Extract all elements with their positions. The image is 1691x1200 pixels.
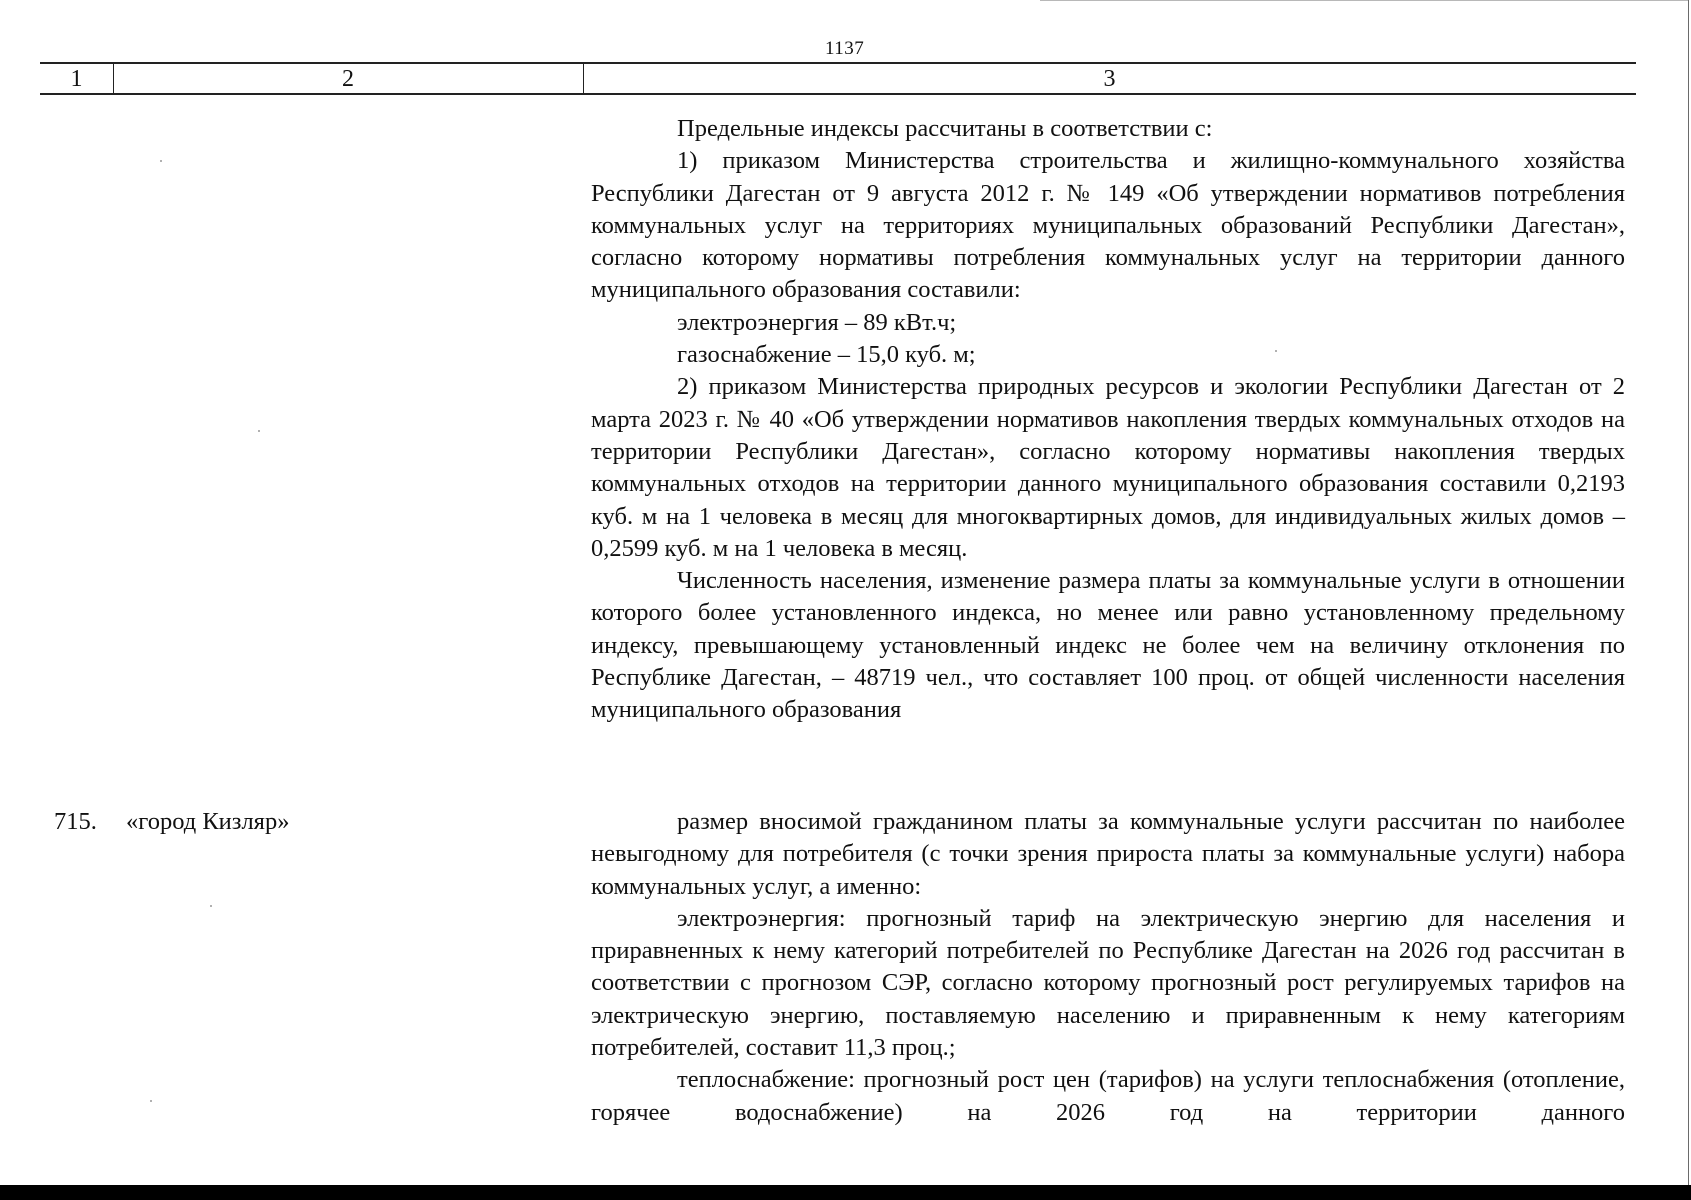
column-header-2: 2 — [113, 64, 584, 93]
scan-speck — [258, 430, 260, 432]
scan-top-rule — [1040, 0, 1688, 1]
column-header-row — [40, 62, 1636, 95]
paragraph: 2) приказом Министерства природных ресурсов и экологии Республики Дагестан от 2 марта 2023 г. № 40 «Об утверждении нормативов накопления твердых коммунальных отходов на территории Республики Дагестан», согласно которому нормативы накопления твердых коммунальных отходов на территории данного муниципального образования составили 0,2193 куб. м на 1 человека в месяц для многоквартирных домов, для индивидуальных жилых домов – 0,2599 куб. м на 1 человека в месяц. — [591, 373, 1625, 562]
paragraph: электроэнергия: прогнозный тариф на электрическую энергию для населения и приравненных к нему категорий потребителей по Республике Дагестан на 2026 год рассчитан в соответствии с прогнозом СЭР, согласно которому прогнозный рост регулируемых тарифов на электрическую энергию, поставляемую населению и приравненным к нему категориям потребителей, составит 11,3 проц.; — [591, 904, 1625, 1062]
scan-speck — [160, 160, 162, 162]
scan-speck — [1275, 350, 1277, 352]
scan-right-edge — [1688, 0, 1689, 1185]
row-715-text — [591, 806, 1625, 1129]
previous-row-text — [591, 113, 1625, 727]
paragraph: 1) приказом Министерства строительства и жилищно-коммунального хозяйства Республики Дагестан от 9 августа 2012 г. № 149 «Об утверждении нормативов потребления коммунальных услуг на территориях муниципальных образований Республики Дагестан», согласно которому нормативы потребления коммунальных услуг на территории данного муниципального образования составили: — [591, 147, 1625, 304]
paragraph: теплоснабжение: прогнозный рост цен (тарифов) на услуги теплоснабжения (отопление, горячее водоснабжение) на 2026 год на территории данного — [591, 1066, 1625, 1126]
municipality-name: «город Кизляр» — [126, 808, 290, 835]
scan-speck — [150, 1100, 152, 1102]
paragraph: Численность населения, изменение размера платы за коммунальные услуги в отношении которого более установленного индекса, но менее или равно установленному предельному индексу, превышающему установленный индекс не более чем на величину отклонения по Республике Дагестан, – 48719 чел., что составляет 100 проц. от общей численности населения муниципального образования — [591, 567, 1625, 724]
scan-bottom-edge — [0, 1185, 1691, 1200]
row-number: 715. — [54, 808, 97, 835]
scan-speck — [210, 905, 212, 907]
column-header-1: 1 — [40, 64, 114, 93]
paragraph: газоснабжение – 15,0 куб. м; — [677, 341, 976, 369]
column-header-3: 3 — [1103, 66, 1116, 92]
row-715-label — [54, 806, 289, 838]
paragraph: электроэнергия – 89 кВт.ч; — [677, 308, 957, 336]
paragraph: Предельные индексы рассчитаны в соответствии с: — [677, 115, 1213, 142]
paragraph: размер вносимой гражданином платы за коммунальные услуги рассчитан по наиболее невыгодному для потребителя (с точки зрения прироста платы за коммунальные услуги) набора коммунальных услуг, а именно: — [591, 808, 1625, 900]
page-number: 1137 — [825, 38, 865, 59]
